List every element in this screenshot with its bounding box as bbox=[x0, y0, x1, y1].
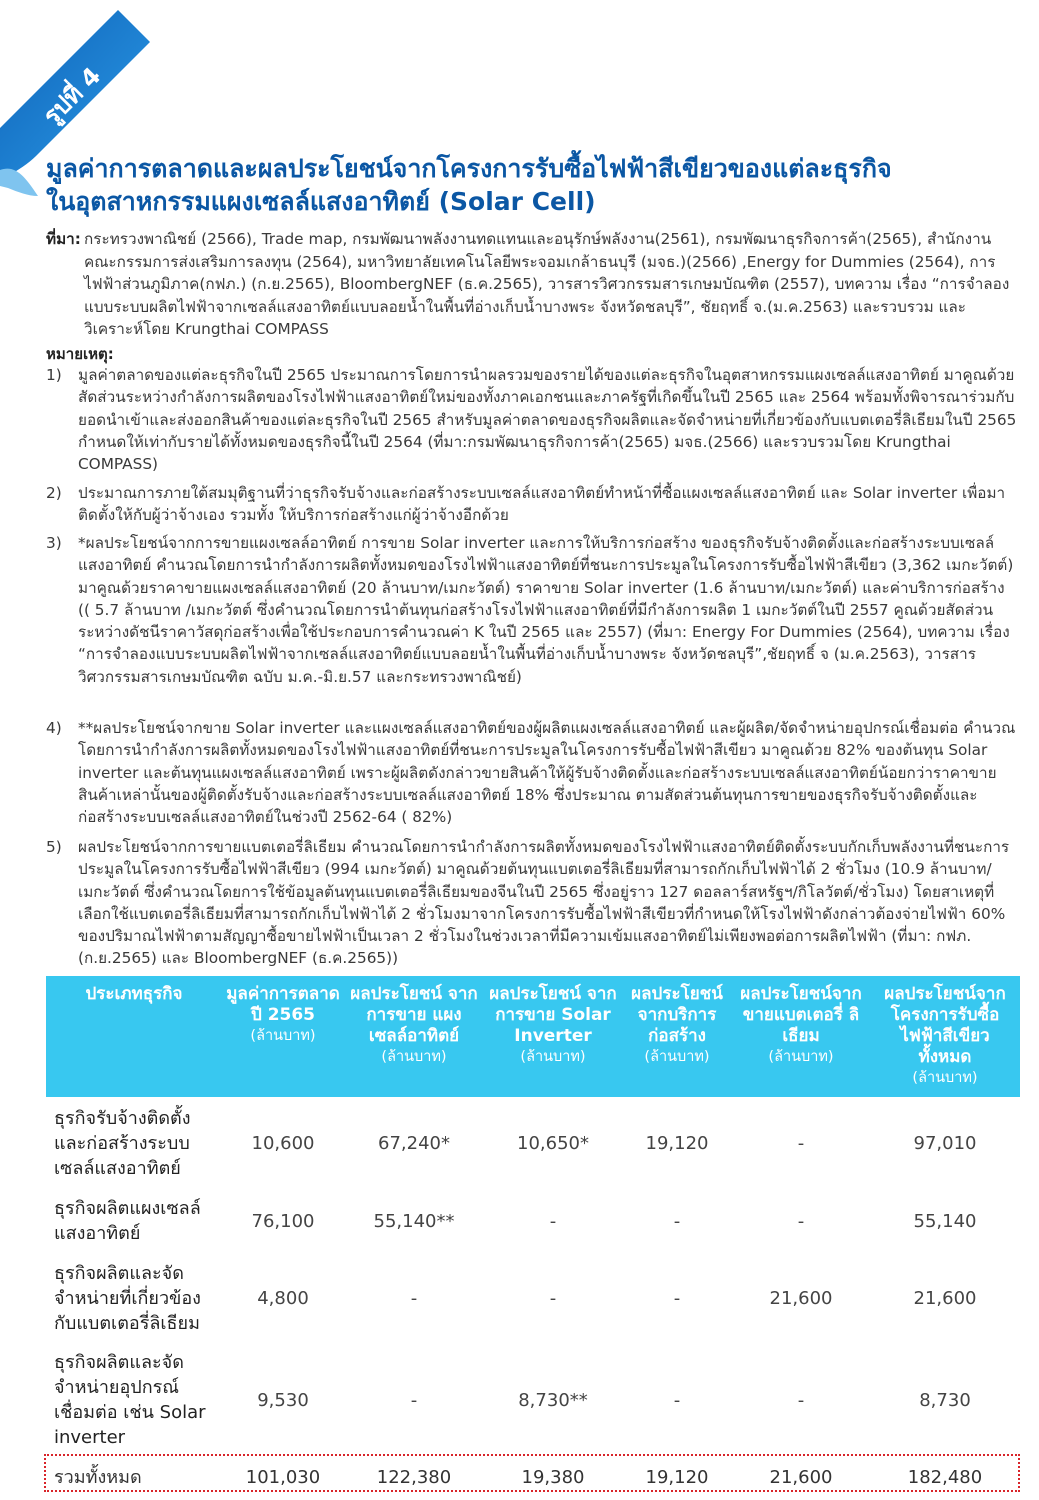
note-item bbox=[46, 532, 1020, 688]
table-cell: - bbox=[673, 1287, 681, 1309]
title-line-1: มูลค่าการตลาดและผลประโยชน์จากโครงการรับซื้อไฟฟ้าสีเขียวของแต่ละธุรกิจ bbox=[46, 154, 892, 183]
column-header: ผลประโยชน์ จากการขาย Solar Inverter (ล้านบาท) bbox=[484, 976, 622, 1097]
source-label: ที่มา: bbox=[46, 230, 81, 248]
note-text: ผลประโยชน์จากการขายแบตเตอรี่ลิเธียม คำนวณโดยการนำกำลังการผลิตทั้งหมดของโรงไฟฟ้าแสงอาทิตย์ติดตั้งระบบกักเก็บพลังงานที่ชนะการประมูลในโครงการรับซื้อไฟฟ้าสีเขียว (994 เมกะวัตต์) มาคูณด้วยต้นทุนแบตเตอรี่ลิเธียมที่สามารถกักเก็บไฟฟ้าได้ 2 ชั่วโมง (10.9 ล้านบาท/เมกะวัตต์ ซึ่งคำนวณโดยการใช้ข้อมูลต้นทุนแบตเตอรี่ลิเธียมของจีนในปี 2565 ซึ่งอยู่ราว 127 ดอลลาร์สหรัฐฯ/กิโลวัตต์/ชั่วโมง) โดยสาเหตุที่เลือกใช้แบตเตอรี่ลิเธียมที่สามารถกักเก็บไฟฟ้าได้ 2 ชั่วโมงมาจากโครงการรับซื้อไฟฟ้าสีเขียวที่กำหนดให้โรงไฟฟ้าดังกล่าวต้องจ่ายไฟฟ้า 60% ของปริมาณไฟฟ้าตามสัญญาซื้อขายไฟฟ้าเป็นเวลา 2 ชั่วโมงในช่วงเวลาที่มีความเข้มแสงอาทิตย์ไม่เพียงพอต่อการผลิตไฟฟ้า (ที่มา: กฟภ. (ก.ย.2565) และ BloombergNEF (ธ.ค.2565)) bbox=[78, 838, 1010, 968]
table-row bbox=[46, 1097, 1020, 1189]
note-text: มูลค่าตลาดของแต่ละธุรกิจในปี 2565 ประมาณการโดยการนำผลรวมของรายได้ของแต่ละธุรกิจในอุตสาหกรรมแผงเซลล์แสงอาทิตย์ มาคูณด้วยสัดส่วนระหว่างกำลังการผลิตของโรงไฟฟ้าแสงอาทิตย์ใหม่ของทั้งภาคเอกชนและภาครัฐที่เกิดขึ้นในปี 2565 และ 2564 พร้อมทั้งพิจารณาร่วมกับยอดนำเข้าและส่งออกสินค้าของแต่ละธุรกิจในปี 2565 สำหรับมูลค่าตลาดของธุรกิจผลิตและจัดจำหน่ายที่เกี่ยวข้องกับแบตเตอรี่ลิเธียมในปี 2565 กำหนดให้เท่ากับรายได้ทั้งหมดของธุรกิจนี้ในปี 2564 (ที่มา:กรมพัฒนาธุรกิจการค้า(2565) มจธ.(2566) และรวบรวมโดย Krungthai COMPASS) bbox=[78, 366, 1017, 474]
page-title bbox=[46, 152, 1006, 218]
total-label: รวมทั้งหมด bbox=[54, 1466, 142, 1488]
column-header: ผลประโยชน์ จากการขาย แผงเซลล์อาทิตย์ (ล้านบาท) bbox=[344, 976, 484, 1097]
table-cell: 10,600 bbox=[251, 1132, 315, 1154]
note-item bbox=[46, 364, 1020, 475]
table-cell: 8,730** bbox=[518, 1389, 588, 1411]
title-line-2: ในอุตสาหกรรมแผงเซลล์แสงอาทิตย์ (Solar Cell) bbox=[46, 187, 596, 216]
column-header: ผลประโยชน์จาก ขายแบตเตอรี่ ลิเธียม (ล้านบาท) bbox=[732, 976, 870, 1097]
notes-heading: หมายเหตุ: bbox=[46, 345, 114, 363]
table-cell: - bbox=[549, 1287, 557, 1309]
source-block bbox=[46, 228, 1020, 341]
total-cell: 19,380 bbox=[521, 1466, 585, 1488]
table-cell: 55,140 bbox=[913, 1210, 977, 1232]
table-cell: 97,010 bbox=[913, 1132, 977, 1154]
table-cell: - bbox=[797, 1132, 805, 1154]
total-cell: 122,380 bbox=[376, 1466, 452, 1488]
table-row bbox=[46, 1253, 1020, 1343]
note-text: **ผลประโยชน์จากขาย Solar inverter และแผงเซลล์แสงอาทิตย์ของผู้ผลิตแผงเซลล์แสงอาทิตย์ และผู้ผลิต/จัดจำหน่ายอุปกรณ์เชื่อมต่อ คำนวณโดยการนำกำลังการผลิตทั้งหมดของโรงไฟฟ้าแสงอาทิตย์ที่ชนะการประมูลในโครงการรับซื้อไฟฟ้าสีเขียว มาคูณด้วย 82% ของต้นทุน Solar inverter และต้นทุนแผงเซลล์แสงอาทิตย์ เพราะผู้ผลิตดังกล่าวขายสินค้าให้ผู้รับจ้างติดตั้งและก่อสร้างระบบเซลล์แสงอาทิตย์น้อยกว่าราคาขายสินค้าเหล่านั้นของผู้ติดตั้งรับจ้างและก่อสร้างระบบเซลล์แสงอาทิตย์ 18% ซึ่งประมาณ ตามสัดส่วนต้นทุนการขายของธุรกิจรับจ้างติดตั้งและก่อสร้างระบบเซลล์แสงอาทิตย์ในช่วงปี 2562-64 ( 82%) bbox=[78, 719, 1016, 827]
table-cell: 55,140** bbox=[373, 1210, 455, 1232]
note-number: 5) bbox=[46, 838, 62, 856]
column-header: ผลประโยชน์จาก โครงการรับซื้อ ไฟฟ้าสีเขียว ทั้งหมด (ล้านบาท) bbox=[870, 976, 1020, 1097]
table-cell: - bbox=[673, 1389, 681, 1411]
row-business-type: ธุรกิจผลิตและจัดจำหน่ายที่เกี่ยวข้องกับแบตเตอรี่ลิเธียม bbox=[54, 1262, 201, 1334]
table-cell: 10,650* bbox=[517, 1132, 589, 1154]
figure-badge-text: รูปที่ 4 bbox=[37, 61, 107, 131]
total-row-highlight bbox=[44, 1454, 1020, 1492]
column-header: มูลค่าการตลาด ปี 2565 (ล้านบาท) bbox=[222, 976, 344, 1097]
row-business-type: ธุรกิจผลิตแผงเซลล์แสงอาทิตย์ bbox=[54, 1198, 201, 1244]
table-cell: - bbox=[797, 1389, 805, 1411]
table-cell: - bbox=[549, 1210, 557, 1232]
note-number: 3) bbox=[46, 534, 62, 552]
note-item bbox=[46, 717, 1020, 828]
note-number: 4) bbox=[46, 719, 62, 737]
note-text: ประมาณการภายใต้สมมุติฐานที่ว่าธุรกิจรับจ้างและก่อสร้างระบบเซลล์แสงอาทิตย์ทำหน้าที่ซื้อแผงเซลล์แสงอาทิตย์ และ Solar inverter เพื่อมาติดตั้งให้กับผู้ว่าจ้างเอง รวมทั้ง ให้บริการก่อสร้างแก่ผู้ว่าจ้างอีกด้วย bbox=[78, 484, 1006, 525]
row-business-type: ธุรกิจผลิตและจัดจำหน่ายอุปกรณ์เชื่อมต่อ เช่น Solar inverter bbox=[54, 1352, 206, 1448]
table-cell: - bbox=[410, 1287, 418, 1309]
benefits-table bbox=[46, 976, 1020, 1497]
note-number: 2) bbox=[46, 484, 62, 502]
table-cell: 76,100 bbox=[251, 1210, 315, 1232]
table-cell: 19,120 bbox=[645, 1132, 709, 1154]
note-item bbox=[46, 482, 1020, 527]
table-cell: 21,600 bbox=[769, 1287, 833, 1309]
source-text: กระทรวงพาณิชย์ (2566), Trade map, กรมพัฒนาพลังงานทดแทนและอนุรักษ์พลังงาน(2561), กรมพัฒนาธุรกิจการค้า(2565), สำนักงานคณะกรรมการส่งเสริมการลงทุน (2564), มหาวิทยาลัยเทคโนโลยีพระจอมเกล้าธนบุรี (มจธ.)(2566) ,Energy for Dummies (2564), การไฟฟ้าส่วนภูมิภาค(กฟภ.) (ก.ย.2565), BloombergNEF (ธ.ค.2565), วารสารวิศวกรรมสารเกษมบัณฑิต (2557), บทความ เรื่อง “การจำลองแบบระบบผลิตไฟฟ้าจากเซลล์แสงอาทิตย์แบบลอยน้ำในพื้นที่อ่างเก็บน้ำบางพระ จังหวัดชลบุรี”, ชัยฤทธิ์ จ.(ม.ค.2563) และรวบรวม และวิเคราะห์โดย Krungthai COMPASS bbox=[84, 230, 1010, 338]
total-cell: 19,120 bbox=[645, 1466, 709, 1488]
column-header: ผลประโยชน์ จากบริการ ก่อสร้าง (ล้านบาท) bbox=[622, 976, 732, 1097]
total-cell: 182,480 bbox=[907, 1466, 983, 1488]
table-cell: 4,800 bbox=[257, 1287, 309, 1309]
column-header: ประเภทธุรกิจ bbox=[46, 976, 222, 1097]
table-cell: - bbox=[673, 1210, 681, 1232]
note-item bbox=[46, 836, 1020, 970]
table-header-row bbox=[46, 976, 1020, 1097]
total-cell: 101,030 bbox=[245, 1466, 321, 1488]
table-cell: 9,530 bbox=[257, 1389, 309, 1411]
total-cell: 21,600 bbox=[769, 1466, 833, 1488]
table-row bbox=[46, 1189, 1020, 1253]
table-cell: - bbox=[797, 1210, 805, 1232]
table-row bbox=[46, 1343, 1020, 1457]
table-cell: - bbox=[410, 1389, 418, 1411]
table-cell: 8,730 bbox=[919, 1389, 971, 1411]
table-cell: 21,600 bbox=[913, 1287, 977, 1309]
note-text: *ผลประโยชน์จากการขายแผงเซลล์อาทิตย์ การขาย Solar inverter และการให้บริการก่อสร้าง ของธุรกิจรับจ้างติดตั้งและก่อสร้างระบบเซลล์แสงอาทิตย์ คำนวณโดยการนำกำลังการผลิตทั้งหมดของโรงไฟฟ้าแสงอาทิตย์ที่ชนะการประมูลในโครงการรับซื้อไฟฟ้าสีเขียว (3,362 เมกะวัตต์) มาคูณด้วยราคาขายแผงเซลล์แสงอาทิตย์ (20 ล้านบาท/เมกะวัตต์) ราคาขาย Solar inverter (1.6 ล้านบาท/เมกะวัตต์) และค่าบริการก่อสร้าง (( 5.7 ล้านบาท /เมกะวัตต์ ซึ่งคำนวณโดยการนำต้นทุนก่อสร้างโรงไฟฟ้าแสงอาทิตย์ที่มีกำลังการผลิต 1 เมกะวัตต์ในปี 2557 คูณด้วยสัดส่วนระหว่างดัชนีราคาวัสดุก่อสร้างเพื่อใช้ประกอบการคำนวณค่า K ในปี 2565 และ 2557) (ที่มา: Energy For Dummies (2564), บทความ เรื่อง “การจำลองแบบระบบผลิตไฟฟ้าจากเซลล์แสงอาทิตย์แบบลอยน้ำในพื้นที่อ่างเก็บน้ำบางพระ จังหวัดชลบุรี”,ชัยฤทธิ์ จ (ม.ค.2563), วารสารวิศวกรรมสารเกษมบัณฑิต ฉบับ ม.ค.-มิ.ย.57 และกระทรวงพาณิชย์) bbox=[78, 534, 1014, 686]
row-business-type: ธุรกิจรับจ้างติดตั้งและก่อสร้างระบบเซลล์แสงอาทิตย์ bbox=[54, 1107, 191, 1179]
table-cell: 67,240* bbox=[378, 1132, 450, 1154]
note-number: 1) bbox=[46, 366, 62, 384]
